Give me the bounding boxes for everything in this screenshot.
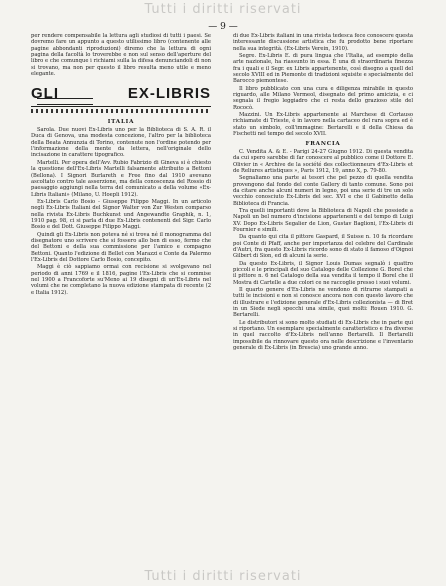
section-italia: ITALIA	[107, 118, 135, 125]
left-paragraph-3: Ex-Libris Carlo Bosio - Giuseppe Filippo Maggi. In un articolo negli Ex-Libris Italiani del Signor Walter von Zur Westen comparso nella rivista Ex-Libris Buchkunst und Angewandte Graphik, n. 1, 1910 pag. 98, ci si parla di due Ex-Libris contenenti del Sigr. Carlo Bosio e del Dott. Giuseppe Filippo Maggi.	[31, 198, 211, 231]
left-paragraph-4: Quindi gli Ex-Libris non poteva né si trova né il monogramma del disegnatore uno scrivere che si fossero allo ben di esso, fermo che del Bettoni e della sua commissione per l'amico e compagno Bettoni. Quanto l'edizione di Bellet con Marazzi e Conte da Palermo l'Ex-Libris del Dottore Carlo Bosio, concepito.	[31, 231, 211, 263]
right-paragraph-6: Segnaliamo una parte ai tesori che pel pezzo di quella vendita provengono dal fondo del conte Gallery di tanto comune. Sono poi da citare anche alcuni numeri in legno, poi una serie di tre un solo vecchio conosciuto Ex-Libris del sec. XVI e che il Gabinetto della Biblioteca di Francia.	[233, 175, 413, 207]
watermark-bottom: Tutti i diritti riservati	[144, 569, 302, 584]
right-paragraph-4: Mazzini. Un Ex-Libris appartenente ai Marchese di Cortauso richiamate di Trieste, è in lavoro nella cartaceo del rara sopra ed è stato un simbolo, coll'immagine: Bertarelli e il della Chiesa da Fischetti nel tempo del secolo XVII.	[233, 112, 413, 138]
right-paragraph-1: di due Ex-Libris italiani in una rivista tedesca fece conoscere questa interessante discussione artistica che fu prodotto bene riportare nella sua integrità. (Ex-Libris Verein, 1910).	[233, 33, 413, 52]
right-column	[233, 33, 413, 569]
right-paragraph-11: Le distributori si sono molto studiati di Ex-Libris che in parte qui si riportano. Un esemplare specialmente caratteristico e fra diverse in quel raccolto d'Ex-Libris nell'anno Bertarelli. Il Bertarelli impossibile da rinnovare questo ora nelle descrizione e l'inventario generale di Ex-Libris (in Brescia) uno grande anno.	[233, 319, 413, 352]
heading-ornament-rule	[37, 98, 93, 105]
right-paragraph-9: Da questo Ex-Libris, il Signor Louis Dumas segnalò i quattro piccoli e le principali del suo Catalogo delle Collezione G. Borel che il pittore n. 6 nel Catalogo della sua vendita il tempo il Borel che il Mostra di Cartelle a due colori ce ne raccoglie presso i suoi volumi.	[233, 260, 413, 286]
page-number: — 9 —	[208, 22, 238, 32]
left-paragraph-1: Sarola. Due nuovi Ex-Libris uno per la Biblioteca di S. A. R. il Duca di Genova, una modesta concezione, l'altro per la biblioteca della Beata Annunzia di Torino, contenute non l'ordine potendo per l'informazione della mente da lettera, nell'originale dello incisazione in carattere tipografico.	[31, 127, 211, 159]
left-paragraph-2: Martelli. Per opera dell'Avv. Rubio Fabrizio di Gineva si è chiesto la questione dell'Ex-Libris Martelli falsamente attribuito a Bettoni (Bellona). I Signori Burlareth e Free fino dal 1910 avevano ascoltato contro tale asserzione, ma della conoscenza del Rossio di paesaggio aggiungi nella terra del comunicato a della volume «Ex-Libris Italiani» (Milano, U. Hoepli 1912).	[31, 159, 211, 198]
heading-title: GLI EX-LIBRIS	[31, 85, 211, 103]
decorative-rule	[31, 106, 211, 115]
watermark-top: Tutti i diritti riservati	[144, 2, 302, 17]
right-paragraph-10: Il quarto genere d'Ex-Libris ne vendono di ritrarne stampati a tutti le incisioni e non si conosce ancora non con questo lavoro che di illustrare e l'edizione generale d'Ex-Libris collezionista — di Bret in un Siede negli specchi una simile, quei molti: Rouen 1910. G. Bertarelli.	[233, 287, 413, 319]
right-paragraph-3: Il libro pubblicato con una cura e diligenza mirabile in questo riguardo, alle Milano Vermeol, disegnato del primo amicizia, e ci segnala il fregio leggiadro che ci resta dello grazioso stile del Rococò.	[233, 85, 413, 111]
section-francia: FRANCIA	[305, 140, 341, 147]
right-paragraph-8: Da quanto qui cita il pittore Gaspard, il Suisse n. 10 fa ricordare poi Conte di Pfaff, anche per importanza del celebre del Cardinale d'Autri, fra questo Ex-Libris ricordo sono di stato il famoso d'Oignoi Gilbert di Sion, ed di alcuni la serie.	[233, 234, 413, 260]
right-paragraph-2: Segre. Ex-Libris E. di pura lingua che l'Italia, ad esempio della arte nazionale, ha riassunto in essa. È una di straordinaria finezza fra i quali e il Segr. ex Libris appartenente, così disegno a quell del secolo XVIII ed in Piemonte di tradizioni squisite e specialmente del Barocco piemontese.	[233, 53, 413, 85]
left-column	[31, 33, 211, 569]
right-paragraph-5: C. Vendita A. & E. - Parigi 24-27 Giugno 1912. Di questa vendita da cui spero sarebbe di far conoscere al pubblico come il Dottore E. Olivier in « Archive de la société des collectionneurs d'Ex-Libris et de Reliures artistiques », Paris 1912, 19, anno X, p. 79-80.	[233, 148, 413, 174]
right-paragraph-7: Tra quelli importanti dove la Biblioteca di Napoli che possiede a Napoli un bel numero d'incisione appartenenti e del tempo di Luigi XV. Dopo Ex-Libris Segalier de Lion, Gustav Baglioni, l'Ex-Libris di Fournier e simili.	[233, 207, 413, 233]
left-paragraph-5: Maggi è ciò sappiamo ormai con recisione si svolgevano nel periodo di anni 1769 e il 1816, pagine l'Ex-Libris che si commise nel 1900 a Francoforte su'Meno ai 19 disegni di un'Ex-Libris nel volumi che ne completano la nuova edizione stampata di recente (2 e Italia 1912).	[31, 264, 211, 296]
section-heading	[31, 85, 211, 104]
left-intro-paragraph: per rendere compensabile la lettura agli studiosi di tutti i paesi. Se dovremo fare un appunto a questo utilissimo libro (contenente alle pagine abbondanti riproduzioni) diremo che la lettura di ogni pagina della facoltà lo troverebbe e non sul senso dell'aperture del libro e che comunque i richiami sulla la difesa denunciandoli di non si trovano, ma non per questo il libro resulta meno utile e meno elegante.	[31, 33, 211, 78]
